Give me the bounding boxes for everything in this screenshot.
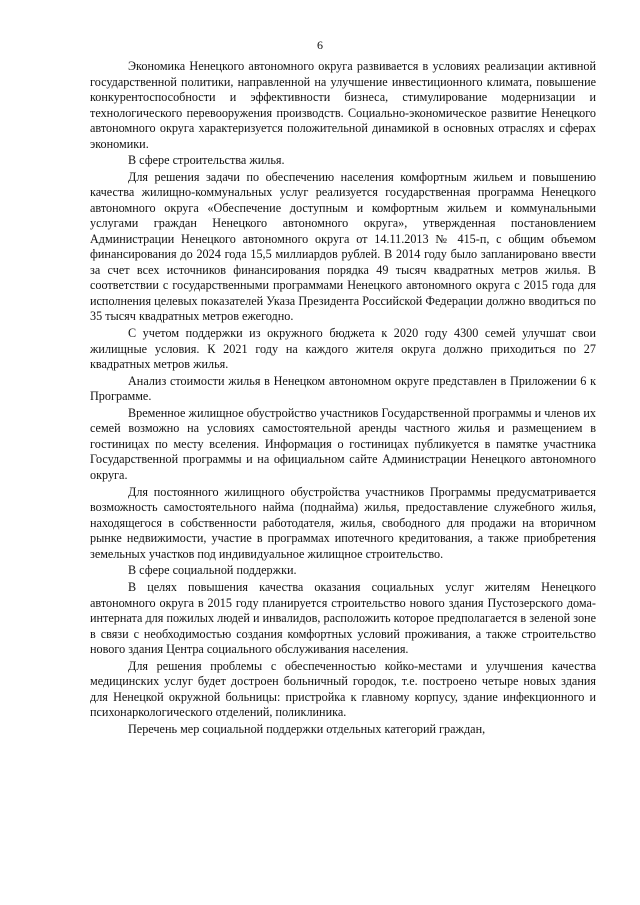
paragraph-housing-support: С учетом поддержки из окружного бюджета к 2020 году 4300 семей улучшат свои жилищные условия. К 2021 году на каждого жителя округа должно приходиться по 27 квадратных метров жилья. (90, 326, 596, 372)
paragraph-social-measures: Перечень мер социальной поддержки отдельных категорий граждан, (128, 721, 486, 736)
section-heading-social: В сфере социальной поддержки. (128, 563, 297, 578)
paragraph-hospital: Для решения проблемы с обеспеченностью койко-местами и улучшения качества медицинских услуг будет достроен больничный городок, т.е. построено четыре новых здания для Ненецкой окружной больницы: пристройка к главному корпусу, здание инфекционного и психонаркологического отделений, поликлиника. (90, 658, 596, 720)
paragraph-economy: Экономика Ненецкого автономного округа развивается в условиях реализации активной государственной политики, направленной на улучшение инвестиционного климата, повышение конкурентоспособности и эффективности бизнеса, стимулирование модернизации и технологического перевооружения производств. Социально-экономическое развитие Ненецкого автономного округа характеризуется положительной динамикой в основных отраслях и сферах экономики. (90, 59, 596, 151)
section-heading-housing: В сфере строительства жилья. (128, 153, 285, 168)
paragraph-permanent-housing: Для постоянного жилищного обустройства участников Программы предусматривается возможность самостоятельного найма (поднайма) жилья, предоставление служебного жилья, находящегося в собственности работодателя, жилья, свободного для продажи на вторичном рынке недвижимости, участие в программах ипотечного кредитования, а также приобретения земельных участков под индивидуальное жилищное строительство. (90, 484, 596, 561)
document-body (90, 59, 596, 739)
paragraph-housing-program: Для решения задачи по обеспечению населения комфортным жильем и повышению качества жилищно-коммунальных услуг реализуется государственная программа Ненецкого автономного округа «Обеспечение доступным и комфортным жильем и коммунальными услугами граждан Ненецкого автономного округа», утвержденная постановлением Администрации Ненецкого автономного округа от 14.11.2013 № 415-п, с общим объемом финансирования до 2024 года 15,5 миллиардов рублей. В 2014 году было запланировано ввести за счет всех источников финансирования порядка 49 тысяч квадратных метров жилья. В соответствии с государственными программами Ненецкого автономного округа с 2015 года для исполнения целевых показателей Указа Президента Российской Федерации должно вводиться по 35 тысяч квадратных метров ежегодно. (90, 169, 596, 324)
paragraph-housing-cost: Анализ стоимости жилья в Ненецком автономном округе представлен в Приложении 6 к Программе. (90, 373, 596, 404)
paragraph-social-services: В целях повышения качества оказания социальных услуг жителям Ненецкого автономного округа в 2015 году планируется строительство нового здания Пустозерского дома-интерната для пожилых людей и инвалидов, расположить которое предполагается в зеленой зоне в связи с необходимостью создания комфортных условий проживания, а также строительство нового здания Центра социального обслуживания населения. (90, 580, 596, 656)
paragraph-temporary-housing: Временное жилищное обустройство участников Государственной программы и членов их семей возможно на условиях самостоятельной аренды частного жилья и размещением в гостиницах по месту вселения. Информация о гостиницах публикуется в памятке участника Государственной программы и на официальном сайте Администрации Ненецкого автономного округа. (90, 405, 596, 482)
page-number: 6 (317, 38, 323, 52)
